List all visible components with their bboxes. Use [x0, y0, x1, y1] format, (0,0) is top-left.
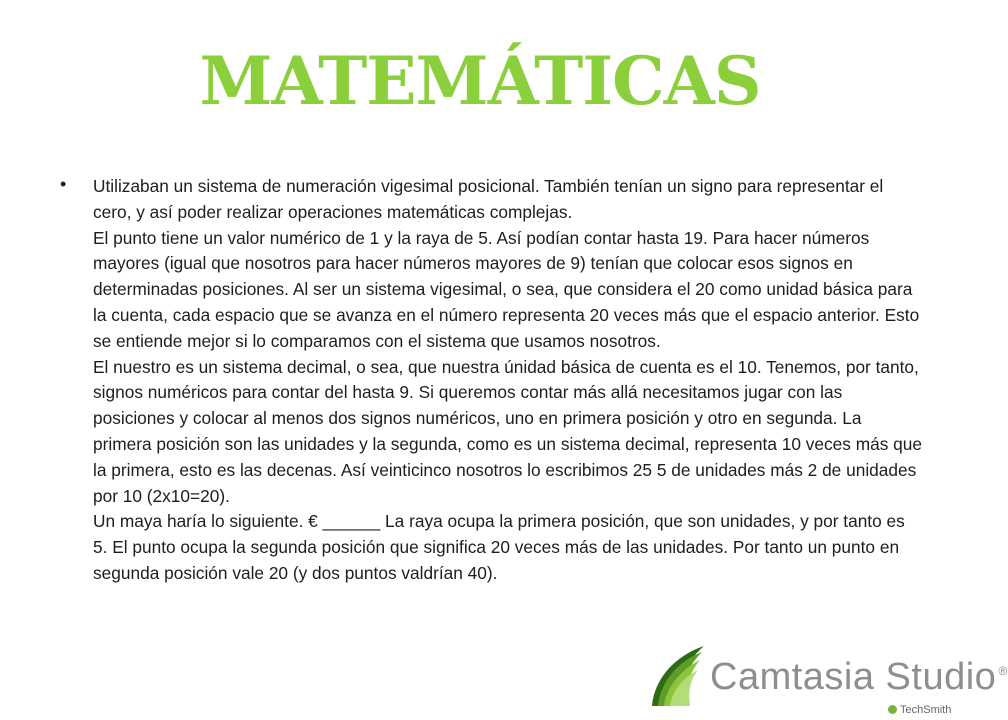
camtasia-logo-icon — [648, 642, 708, 708]
paragraph-maya-example: Un maya haría lo siguiente. € ______ La raya ocupa la primera posición, que son unidades, y por tanto es 5. El punto ocupa la segunda posición que significa 20 veces más de las unidades. Por tanto un punto en segunda posición vale 20 (y dos puntos valdrían 40). — [93, 511, 905, 583]
bullet-marker: • — [60, 174, 67, 194]
techsmith-label — [888, 704, 951, 716]
bullet-text — [93, 174, 923, 587]
camtasia-watermark — [648, 640, 1008, 720]
camtasia-brand-text — [710, 656, 1008, 699]
techsmith-logo-icon — [888, 705, 897, 714]
brand-name: Camtasia Studio — [710, 656, 997, 698]
registered-mark: ® — [998, 664, 1008, 679]
paragraph-intro: Utilizaban un sistema de numeración vigesimal posicional. También tenían un signo para representar el cero, y así poder realizar operaciones matemáticas complejas. — [93, 176, 884, 222]
paragraph-dot-line: El punto tiene un valor numérico de 1 y la raya de 5. Así podían contar hasta 19. Para hacer números mayores (igual que nosotros para hacer números mayores de 9) tenían que colocar esos signos en determinadas posiciones. Al ser un sistema vigesimal, o sea, que considera el 20 como unidad básica para la cuenta, cada espacio que se avanza en el número representa 20 veces más que el espacio anterior. Esto se entiende mejor si lo comparamos con el sistema que usamos nosotros. — [93, 227, 920, 351]
paragraph-decimal: El nuestro es un sistema decimal, o sea, que nuestra únidad básica de cuenta es el 10. Tenemos, por tanto, signos numéricos para contar del hasta 9. Si queremos contar más allá necesitamos jugar con las posiciones y colocar al menos dos signos numéricos, uno en primera posición y otro en segunda. La primera posición son las unidades y la segunda, como es un sistema decimal, representa 10 veces más que la primera, esto es las decenas. Así veinticinco nosotros lo escribimos 25 5 de unidades más 2 de unidades por 10 (2x10=20). — [93, 356, 922, 506]
techsmith-text: TechSmith — [900, 704, 952, 716]
slide-title: MATEMÁTICAS — [199, 42, 761, 120]
